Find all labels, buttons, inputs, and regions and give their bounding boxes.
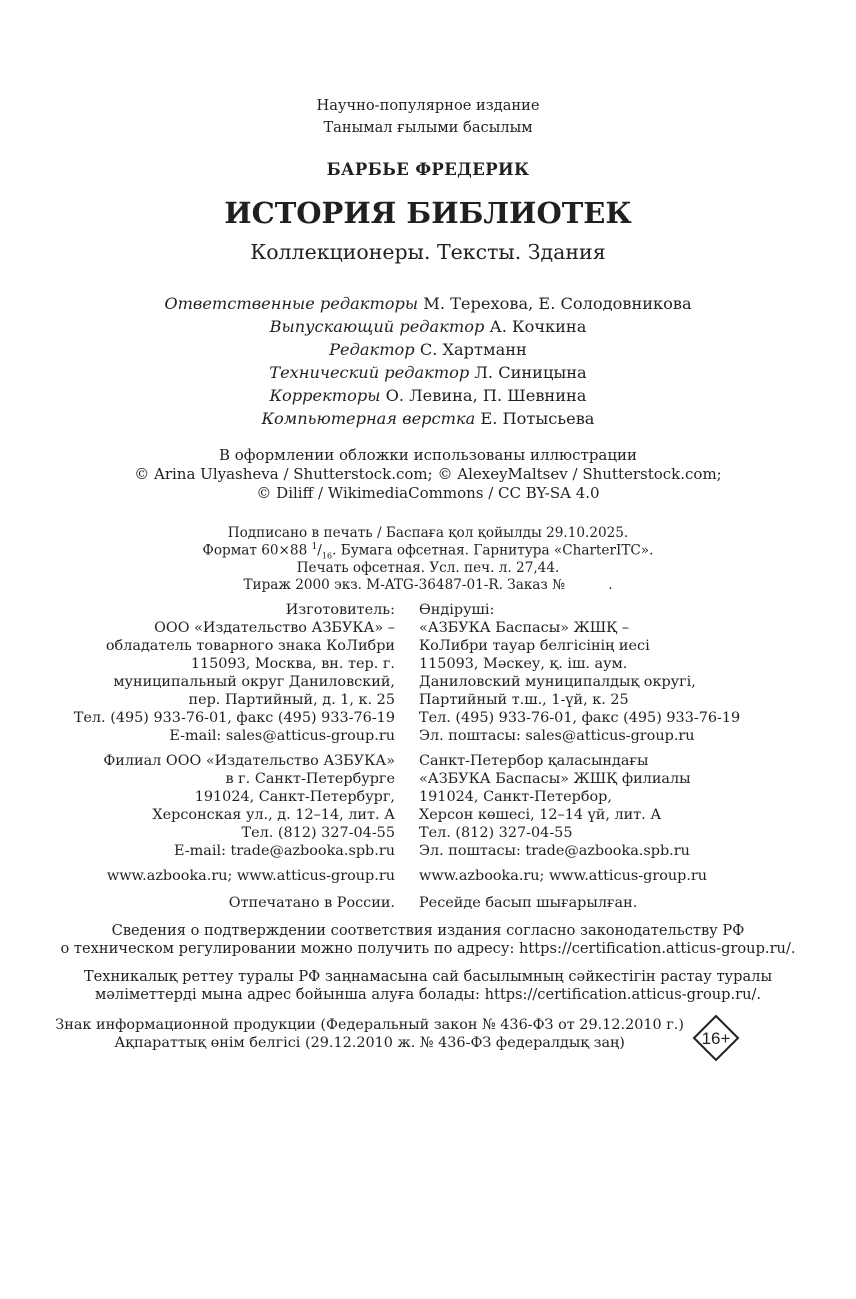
certification-kz-line: мәліметтерді мына адрес бойынша алуға болады: https://certification.atticus-group.ru/. <box>94 986 762 1003</box>
credit-names: М. Терехова, Е. Солодовникова <box>423 294 692 313</box>
address-line: Тел. (495) 933-76-01, факс (495) 933-76-19 <box>73 710 395 726</box>
format-prefix: Формат 60×88 <box>202 542 308 559</box>
address-line: Херсонская ул., д. 12–14, лит. А <box>152 807 395 823</box>
cover-line: © Arina Ulyasheva / Shutterstock.com; © AlexeyMaltsev / Shutterstock.com; <box>134 465 722 483</box>
address-line: муниципальный округ Даниловский, <box>113 674 395 690</box>
credit-names: С. Хартманн <box>419 340 527 359</box>
credit-role: Выпускающий редактор <box>269 317 485 336</box>
format-line: Формат 60×88 $^1/_{16}$. Бумага офсетная. Гарнитура «CharterITC». <box>202 542 654 561</box>
address-line: Херсон көшесі, 12–14 үй, лит. А <box>419 807 662 823</box>
address-line: E-mail: trade@azbooka.spb.ru <box>174 843 395 859</box>
manufacturer-ru <box>74 601 395 745</box>
book-subtitle: Коллекционеры. Тексты. Здания <box>250 240 606 264</box>
address-line: обладатель товарного знака КоЛибри <box>105 638 395 654</box>
certification-ru-line: Сведения о подтверждении соответствия издания согласно законодательству РФ <box>111 922 745 939</box>
credit-names: Л. Синицына <box>474 363 587 382</box>
credit-names: Е. Потысьева <box>480 409 595 428</box>
info-sign-line: Знак информационной продукции (Федеральный закон № 436-ФЗ от 29.12.2010 г.) <box>55 1017 684 1033</box>
address-line: E-mail: sales@atticus-group.ru <box>169 728 395 744</box>
address-line: 115093, Москва, вн. тер. г. <box>190 656 395 672</box>
book-title: ИСТОРИЯ БИБЛИОТЕК <box>224 196 632 230</box>
address-line: 191024, Санкт-Петербор, <box>419 789 612 805</box>
info-sign-line: Ақпараттық өнім белгісі (29.12.2010 ж. № 436-ФЗ федералдық заң) <box>114 1035 625 1051</box>
cover-line: В оформлении обложки использованы иллюстрации <box>218 446 637 464</box>
circulation-text: Тираж 2000 экз. M-ATG-36487-01-R. Заказ № <box>243 577 566 593</box>
edition-type-kz: Танымал ғылыми басылым <box>323 119 533 136</box>
address-line: в г. Санкт-Петербурге <box>225 771 395 787</box>
credit-line <box>0 409 856 428</box>
branch-ru <box>103 752 395 860</box>
printed-in-ru: Отпечатано в России. <box>228 895 395 911</box>
credit-line <box>0 317 856 336</box>
address-line: ООО «Издательство АЗБУКА» – <box>154 620 395 636</box>
format-num: 1 <box>311 542 318 552</box>
branch-kz <box>419 752 691 860</box>
address-line: Даниловский муниципалдық округі, <box>419 674 696 690</box>
credit-line <box>0 363 856 382</box>
address-line: «АЗБУКА Баспасы» ЖШҚ филиалы <box>419 771 691 787</box>
credit-role: Технический редактор <box>269 363 470 382</box>
address-line: Эл. поштасы: sales@atticus-group.ru <box>419 728 695 744</box>
edition-type-ru: Научно-популярное издание <box>316 97 540 114</box>
websites-kz: www.azbooka.ru; www.atticus-group.ru <box>419 868 708 884</box>
credit-role: Редактор <box>329 340 415 359</box>
address-line: Санкт-Петербор қаласындағы <box>419 753 649 769</box>
address-line: пер. Партийный, д. 1, к. 25 <box>188 692 395 708</box>
age-rating-badge <box>692 1014 740 1062</box>
address-line: Филиал ООО «Издательство АЗБУКА» <box>103 753 395 769</box>
signed-date: Подписано в печать / Баспаға қол қойылды 29.10.2025. <box>227 525 629 541</box>
address-line: Изготовитель: <box>285 602 395 618</box>
address-line: КоЛибри тауар белгісінің иесі <box>419 638 650 654</box>
address-line: 115093, Мәскеу, қ. іш. аум. <box>419 656 628 672</box>
address-line: 191024, Санкт-Петербург, <box>194 789 395 805</box>
credit-role: Компьютерная верстка <box>261 409 476 428</box>
address-line: Тел. (495) 933-76-01, факс (495) 933-76-19 <box>419 710 741 726</box>
printed-in-kz: Ресейде басып шығарылған. <box>419 895 638 911</box>
websites-ru: www.azbooka.ru; www.atticus-group.ru <box>106 868 395 884</box>
certification-kz-line: Техникалық реттеу туралы РФ заңнамасына сай басылымның сәйкестігін растау туралы <box>83 968 773 985</box>
credit-names: О. Левина, П. Шевнина <box>385 386 587 405</box>
manufacturer-kz <box>419 601 740 745</box>
address-line: «АЗБУКА Баспасы» ЖШҚ – <box>419 620 630 636</box>
address-line: Эл. поштасы: trade@azbooka.spb.ru <box>419 843 690 859</box>
format-den: 16 <box>321 551 333 561</box>
credit-line <box>0 340 856 359</box>
cover-line: © Diliff / WikimediaCommons / CC BY-SA 4.0 <box>256 484 600 502</box>
author-name: БАРБЬЕ ФРЕДЕРИК <box>326 160 530 179</box>
certification-ru-line: о техническом регулировании можно получить по адресу: https://certification.atticus-group.ru/. <box>60 940 796 957</box>
address-line: Өндіруші: <box>419 602 495 618</box>
address-line: Тел. (812) 327-04-55 <box>419 825 573 841</box>
info-sign-text <box>55 1016 684 1052</box>
address-line: Тел. (812) 327-04-55 <box>241 825 395 841</box>
credit-names: А. Кочкина <box>489 317 587 336</box>
print-line-3: Печать офсетная. Усл. печ. л. 27,44. <box>296 560 560 576</box>
credit-role: Корректоры <box>269 386 381 405</box>
format-suffix: . Бумага офсетная. Гарнитура «CharterITC». <box>332 542 654 559</box>
credit-line <box>0 386 856 405</box>
credit-role: Ответственные редакторы <box>164 294 419 313</box>
credit-line <box>0 294 856 313</box>
circulation-line: Тираж 2000 экз. M-ATG-36487-01-R. Заказ № . <box>243 577 613 593</box>
address-line: Партийный т.ш., 1-үй, к. 25 <box>419 692 629 708</box>
age-rating-text: 16+ <box>701 1029 731 1048</box>
